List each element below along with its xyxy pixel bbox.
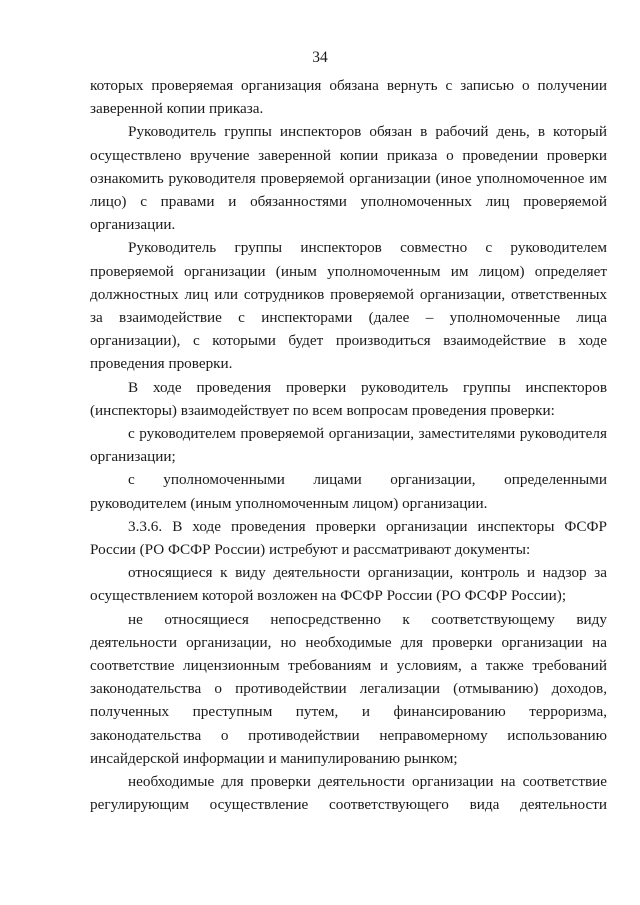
paragraph-related-documents: относящиеся к виду деятельности организации, контроль и надзор за осуществлением которой возложен на ФСФР России (РО ФСФР России);	[90, 564, 607, 605]
paragraph-necessary-documents: необходимые для проверки деятельности организации на соответствие регулирующим осуществление соответствующего вида деятельности	[90, 773, 607, 814]
paragraph-not-related-documents: не относящиеся непосредственно к соответствующему виду деятельности организации, но необходимые для проверки организации на соответствие лицензионным требованиям и условиям, а также требований законодательства о противодействии легализации (отмыванию) доходов, полученных преступным путем, и финансированию терроризма, законодательства о противодействии неправомерному использованию инсайдерской информации и манипулированию рынком;	[90, 610, 607, 767]
paragraph-with-head: с руководителем проверяемой организации, заместителями руководителя организации;	[90, 425, 607, 466]
document-body	[90, 74, 607, 817]
paragraph-interaction: В ходе проведения проверки руководитель группы инспекторов (инспекторы) взаимодействует по всем вопросам проведения проверки:	[90, 378, 607, 419]
paragraph-section-3-3-6: 3.3.6. В ходе проведения проверки организации инспекторы ФСФР России (РО ФСФР России) истребуют и рассматривают документы:	[90, 517, 607, 559]
paragraph-continuation: которых проверяемая организация обязана вернуть с записью о получении заверенной копии приказа.	[90, 77, 607, 118]
page-number: 34	[312, 49, 328, 66]
paragraph-with-authorized: с уполномоченными лицами организации, определенными руководителем (иным уполномоченным лицом) организации.	[90, 471, 607, 512]
paragraph-authorized-persons: Руководитель группы инспекторов совместно с руководителем проверяемой организации (иным уполномоченным им лицом) определяет должностных лиц или сотрудников проверяемой организации, ответственных за взаимодействие с инспекторами (далее – уполномоченные лица организации), с которыми будет производиться взаимодействие в ходе проведения проверки.	[90, 239, 607, 373]
paragraph-group-leader-duty: Руководитель группы инспекторов обязан в рабочий день, в который осуществлено вручение заверенной копии приказа о проведении проверки ознакомить руководителя проверяемой организации (иное уполномоченное им лицо) с правами и обязанностями уполномоченных лиц проверяемой организации.	[90, 123, 607, 234]
